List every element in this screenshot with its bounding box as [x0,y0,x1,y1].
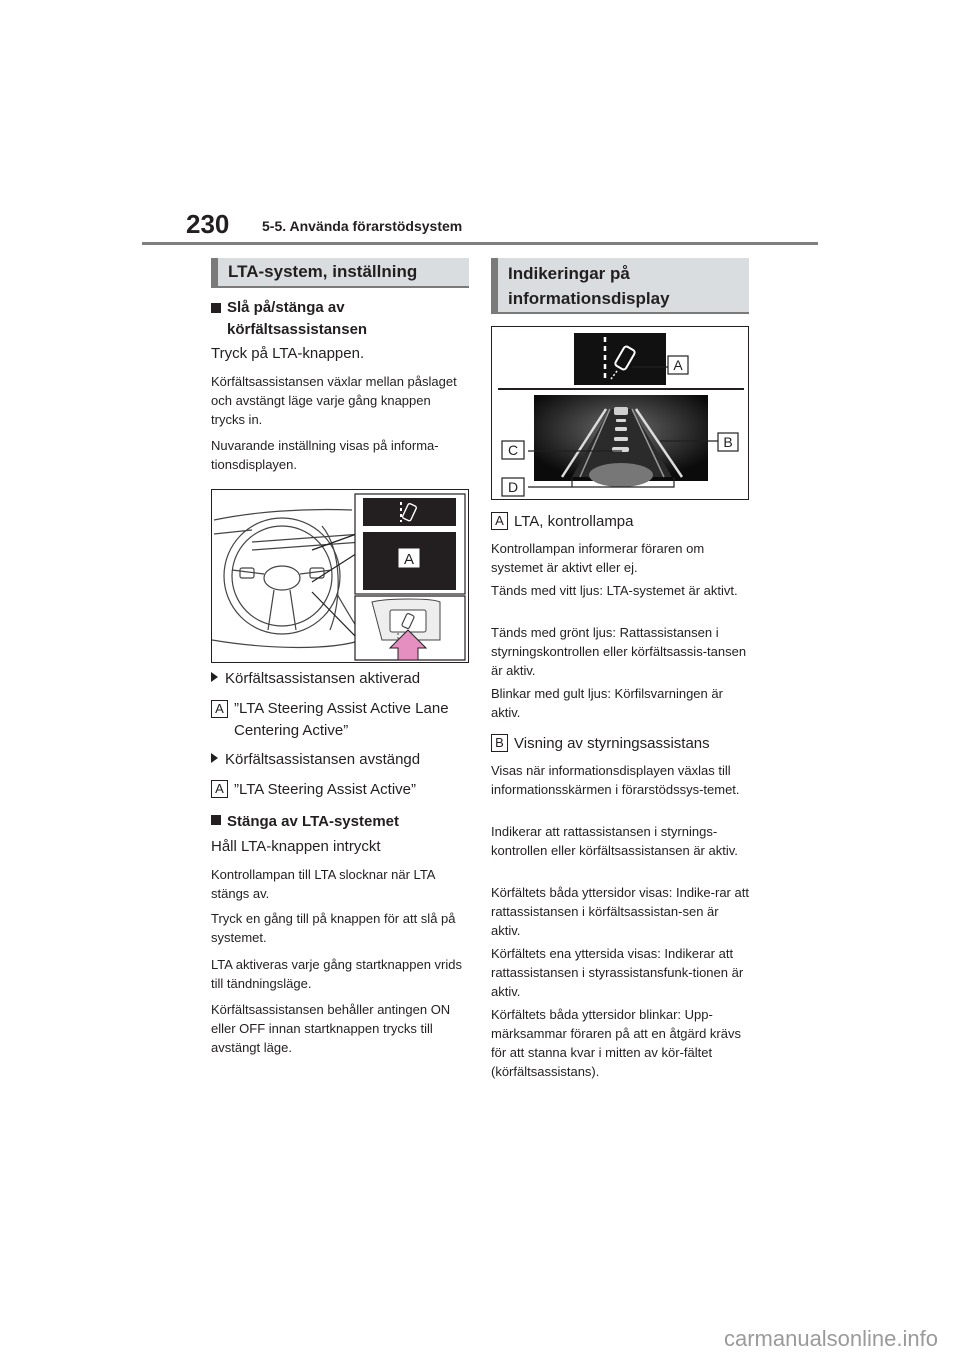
paragraph: Körfältets båda yttersidor blinkar: Upp-märksammar föraren på att en åtgärd krävs för att stanna kvar i mitten av kör-fältet (körfältsassistans). [491,1007,741,1079]
figure-label-b: B [723,434,733,450]
steering-wheel-illustration [212,490,468,662]
paragraph: Körfältets ena yttersida visas: Indikerar att rattassistansen i styrassistansfunk-tionen är aktiv. [491,946,744,999]
message-text: ”LTA Steering Assist Active Lane Centering Active” [234,700,449,739]
label-box-a: A [491,512,508,530]
paragraph: Körfältets båda yttersidor visas: Indike-rar att rattassistansen i körfältsassistan-sen är aktiv. [491,885,749,938]
subheading-text: Stänga av LTA-systemet [227,813,399,830]
page-number: 230 [186,209,230,239]
section-heading-info-display [491,258,749,314]
state-deactivated [211,749,469,771]
figure-label-d: D [507,479,519,495]
state-activated [211,668,469,690]
state-activated-text: Körfältsassistansen aktiverad [225,670,421,687]
figure-steering-wheel-lta-button [211,489,469,663]
paragraph: Visas när informationsdisplayen växlas till informationsskärmen i förarstödssys-temet. [491,763,740,797]
instruction-hold-button: Håll LTA-knappen intryckt [211,838,381,855]
subheading-toggle-lane-assist [211,297,469,341]
item-b-title: Visning av styrningsassistans [514,735,710,752]
subheading-disable-lta [211,811,469,833]
square-bullet-icon [211,303,221,313]
instruction-press-button: Tryck på LTA-knappen. [211,345,365,362]
watermark: carmanualsonline.info [723,1326,938,1351]
paragraph: Indikerar att rattassistansen i styrnings-kontrollen eller körfältsassistansen är aktiv. [491,824,738,858]
item-a-title: LTA, kontrollampa [514,513,634,530]
label-box-a: A [211,700,228,718]
figure-label-a: A [673,357,683,373]
header-rule [142,242,818,245]
item-a-heading [491,511,749,533]
paragraph: LTA aktiveras varje gång startknappen vrids till tändningsläge. [211,957,462,991]
figure-label-a: A [403,551,415,568]
message-text: ”LTA Steering Assist Active” [234,781,417,798]
display-illustration [492,327,748,499]
triangle-bullet-icon [211,753,218,763]
state-deactivated-text: Körfältsassistansen avstängd [225,751,421,768]
state-activated-message [211,698,469,742]
subheading-text: Slå på/stänga av körfältsassistansen [227,299,368,338]
item-b-heading [491,733,749,755]
paragraph: Tänds med vitt ljus: LTA-systemet är aktivt. [491,583,738,598]
paragraph: Körfältsassistansen behåller antingen ON eller OFF innan startknappen trycks till avstängt läge. [211,1002,451,1055]
paragraph: Kontrollampan informerar föraren om systemet är aktivt eller ej. [491,541,705,575]
label-box-b: B [491,734,508,752]
paragraph: Tryck en gång till på knappen för att slå på systemet. [211,911,456,945]
section-heading-lta-setting: LTA-system, inställning [211,258,469,288]
heading-line-2: informationsdisplay [508,289,670,308]
paragraph: Blinkar med gult ljus: Körfilsvarningen är aktiv. [491,686,723,720]
figure-information-display [491,326,749,500]
paragraph: Kontrollampan till LTA slocknar när LTA stängs av. [211,867,435,901]
triangle-bullet-icon [211,672,218,682]
figure-label-c: C [507,442,519,458]
square-bullet-icon [211,815,221,825]
label-box-a: A [211,780,228,798]
heading-line-1: Indikeringar på [508,264,630,283]
state-deactivated-message [211,779,469,801]
chapter-title: 5-5. Använda förarstödsystem [262,218,463,234]
paragraph: Nuvarande inställning visas på informa-tionsdisplayen. [211,438,439,472]
paragraph: Tänds med grönt ljus: Rattassistansen i styrningskontrollen eller körfältsassis-tansen är aktiv. [491,625,747,678]
paragraph: Körfältsassistansen växlar mellan påslaget och avstängt läge varje gång knappen trycks in. [211,374,457,427]
